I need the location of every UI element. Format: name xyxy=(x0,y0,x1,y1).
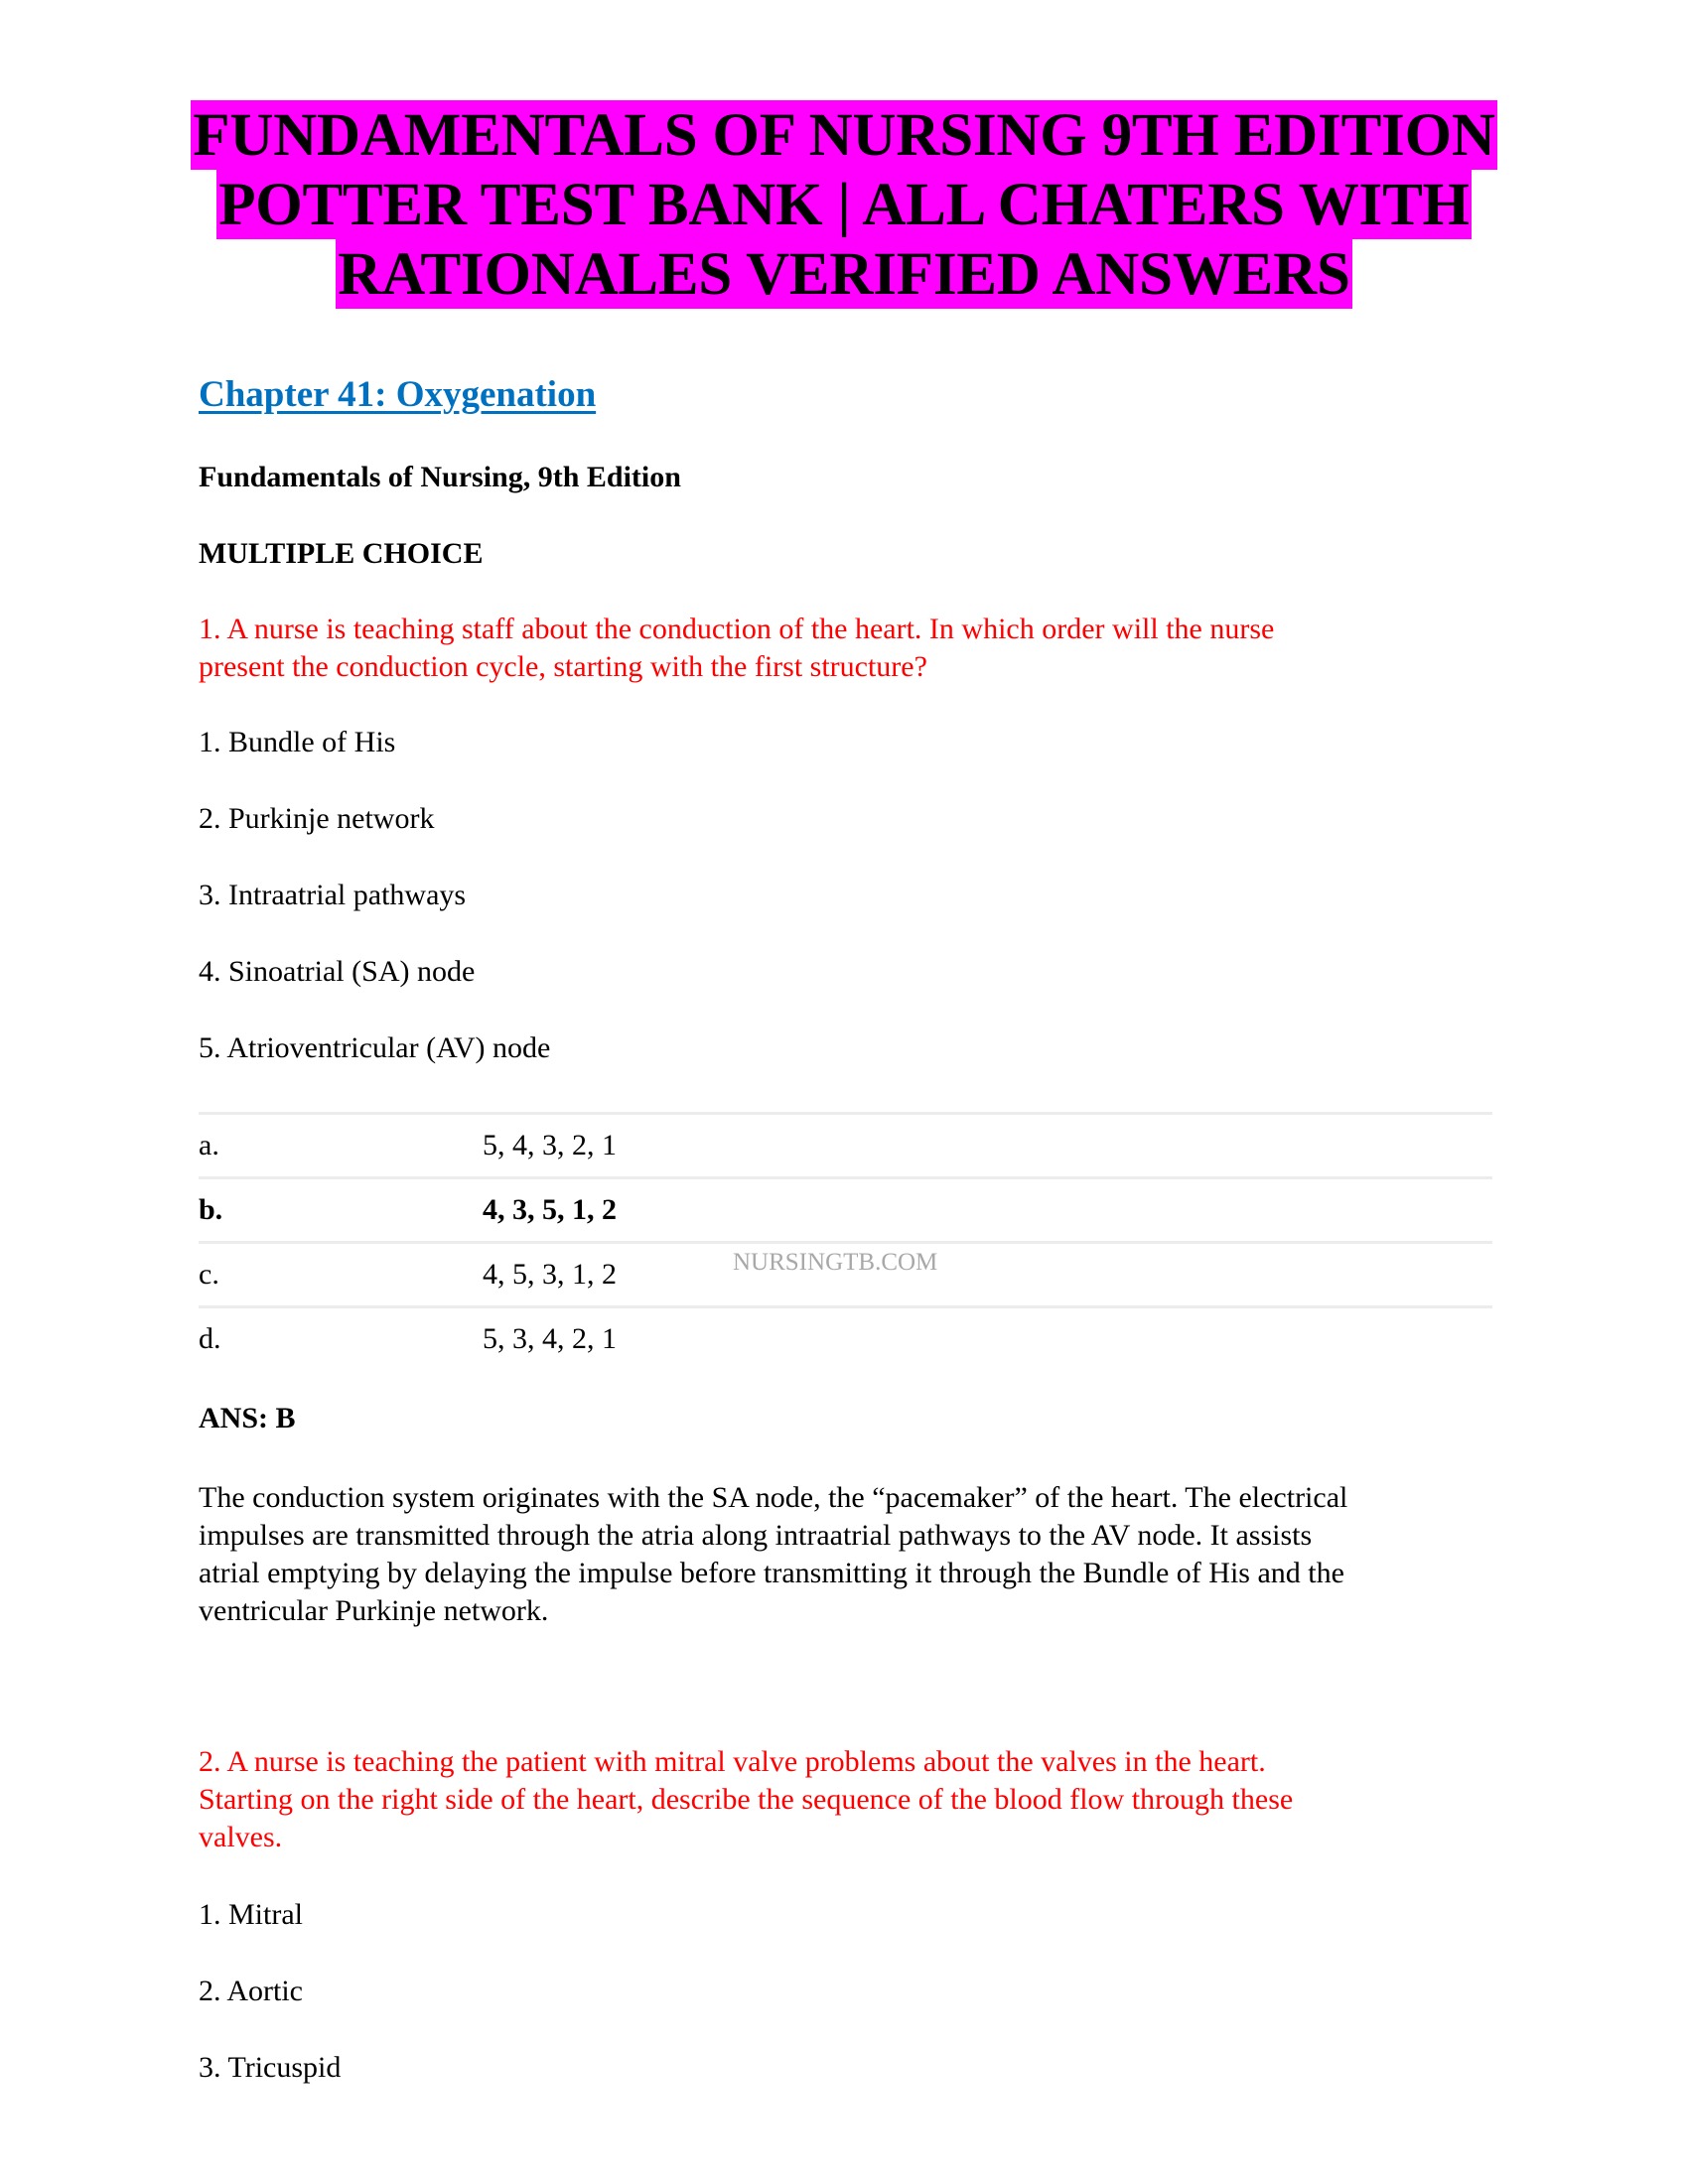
option-value: 5, 4, 3, 2, 1 xyxy=(483,1129,617,1161)
option-row-b-correct xyxy=(199,1176,1492,1241)
question-2-stem-line: valves. xyxy=(199,1821,283,1853)
question-1-stem-line: present the conduction cycle, starting with the first structure? xyxy=(199,650,927,683)
answer-label: ANS: B xyxy=(199,1402,296,1434)
question-1-item: 1. Bundle of His xyxy=(199,726,396,758)
question-2-stem-line: Starting on the right side of the heart, describe the sequence of the blood flow through these xyxy=(199,1783,1294,1816)
question-2-stem-line: 2. A nurse is teaching the patient with mitral valve problems about the valves in the heart. xyxy=(199,1745,1266,1778)
option-letter: b. xyxy=(199,1193,223,1226)
book-title: Fundamentals of Nursing, 9th Edition xyxy=(199,461,681,493)
question-1-options-table xyxy=(199,1112,1492,1375)
option-row-d xyxy=(199,1305,1492,1375)
question-2-item: 2. Aortic xyxy=(199,1975,303,2007)
option-row-a xyxy=(199,1112,1492,1176)
option-value: 4, 3, 5, 1, 2 xyxy=(483,1193,617,1226)
question-1-stem xyxy=(199,611,1509,686)
question-1-stem-line: 1. A nurse is teaching staff about the conduction of the heart. In which order will the nurse xyxy=(199,613,1275,645)
rationale-line: ventricular Purkinje network. xyxy=(199,1594,549,1627)
watermark: NURSINGTB.COM xyxy=(733,1249,938,1276)
option-letter: c. xyxy=(199,1258,219,1291)
question-1-item: 3. Intraatrial pathways xyxy=(199,879,467,911)
question-1-item: 2. Purkinje network xyxy=(199,802,435,835)
document-title xyxy=(0,100,1688,309)
question-2-item: 1. Mitral xyxy=(199,1898,303,1931)
option-value: 4, 5, 3, 1, 2 xyxy=(483,1258,617,1291)
option-value: 5, 3, 4, 2, 1 xyxy=(483,1322,617,1355)
title-line-3: RATIONALES VERIFIED ANSWERS xyxy=(338,241,1350,308)
section-label: MULTIPLE CHOICE xyxy=(199,537,484,570)
rationale-line: atrial emptying by delaying the impulse before transmitting it through the Bundle of His and the xyxy=(199,1557,1344,1589)
question-2-item: 3. Tricuspid xyxy=(199,2051,342,2084)
option-letter: d. xyxy=(199,1322,221,1355)
rationale xyxy=(199,1479,1509,1630)
chapter-heading-link[interactable]: Chapter 41: Oxygenation xyxy=(199,374,597,415)
rationale-line: impulses are transmitted through the atria along intraatrial pathways to the AV node. It assists xyxy=(199,1519,1313,1552)
title-line-2: POTTER TEST BANK | ALL CHATERS WITH xyxy=(218,172,1470,238)
question-2-stem xyxy=(199,1743,1509,1856)
option-letter: a. xyxy=(199,1129,219,1161)
question-1-item: 5. Atrioventricular (AV) node xyxy=(199,1031,551,1064)
title-line-1: FUNDAMENTALS OF NURSING 9TH EDITION xyxy=(193,102,1495,169)
rationale-line: The conduction system originates with the SA node, the “pacemaker” of the heart. The electrical xyxy=(199,1481,1348,1514)
question-1-item: 4. Sinoatrial (SA) node xyxy=(199,955,476,988)
